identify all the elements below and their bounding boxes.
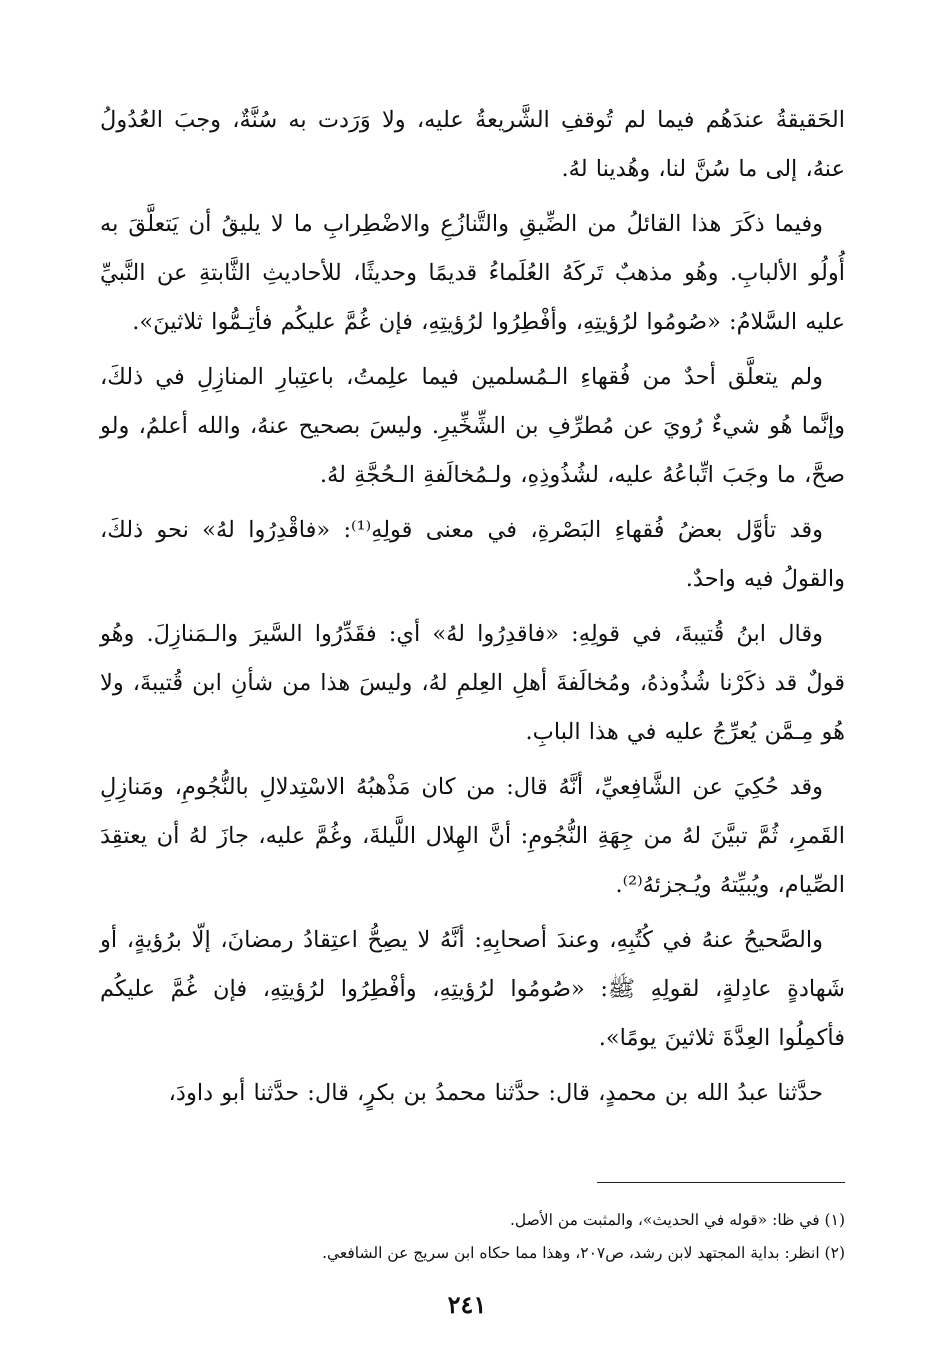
paragraph: الحَقيقةُ عندَهُم فيما لم تُوقفِ الشَّريعةُ عليه، ولا وَرَدت به سُنَّةٌ، وجبَ العُدُولُ عنهُ، إلى ما سُنَّ لنا، وهُدينا لهُ.: [100, 107, 845, 182]
paragraph: والصَّحيحُ عنهُ في كُتُبِهِ، وعندَ أصحابِهِ: أنَّهُ لا يصِحُّ اعتِقادُ رمضانَ، إلّا برُؤيةٍ، أو شَهادةٍ عادِلةٍ، لقولِهِ ﷺ: «صُومُوا لرُؤيتِهِ، وأفْطِرُوا لرُؤيتِهِ، فإن غُمَّ عليكُم فأكمِلُوا العِدَّةَ ثلاثينَ يومًا».: [100, 927, 845, 1051]
paragraph: وقال ابنُ قُتيبةَ، في قولِهِ: «فاقدِرُوا لهُ» أي: فقَدِّرُوا السَّيرَ والـمَنازِلَ. وهُو قولٌ قد ذكَرْنا شُذُوذهُ، ومُخالَفةَ أهلِ العِلمِ لهُ، وليسَ هذا من شأنِ ابن قُتيبةَ، ولا هُو مِـمَّن يُعرِّجُ عليه في هذا البابِ.: [100, 621, 845, 745]
paragraph: وقد تأوَّل بعضُ فُقهاءِ البَصْرةِ، في معنى قولِهِ⁽¹⁾: «فاقْدِرُوا لهُ» نحو ذلكَ، والقولُ فيه واحدٌ.: [100, 517, 845, 592]
paragraph: وقد حُكِيَ عن الشَّافِعيِّ، أنَّهُ قال: من كان مَذْهبُهُ الاسْتِدلالِ بالنُّجُومِ، ومَنازِلِ القَمرِ، ثُمَّ تبيَّنَ لهُ من جِهَةِ النُّجُومِ: أنَّ الهِلال اللَّيلةَ، وغُمَّ عليه، جازَ لهُ أن يعتقِدَ الصِّيام، ويُبيِّتهُ ويُـجزئهُ⁽²⁾.: [100, 774, 845, 898]
page-number: ٢٤١: [447, 1290, 487, 1319]
paragraph: وفيما ذكَرَ هذا القائلُ من الضِّيقِ والتَّنازُعِ والاضْطِرابِ ما لا يليقُ أن يَتعلَّقَ به أُولُو الألبابِ. وهُو مذهبٌ تَركَهُ العُلَماءُ قديمًا وحديثًا، للأحاديثِ الثَّابتةِ عن النَّبيِّ عليه السَّلامُ: «صُومُوا لرُؤيتِهِ، وأفْطِرُوا لرُؤيتِهِ، فإن غُمَّ عليكُم فأتِـمُّوا ثلاثينَ».: [100, 211, 845, 335]
footnote: (١) في ظا: «قوله في الحديث»، والمثبت من الأصل.: [509, 1211, 845, 1229]
paragraph: ولم يتعلَّق أحدٌ من فُقهاءِ الـمُسلمين فيما علِمتُ، باعتِبارِ المنازِلِ في ذلكَ، وإنَّما هُو شيءٌ رُويَ عن مُطرِّفِ بن الشِّخِّيرِ. وليسَ بصحيح عنهُ، والله أعلمُ، ولو صحَّ، ما وجَبَ اتِّباعُهُ عليه، لشُذُوذِهِ، ولـمُخالَفةِ الـحُجَّةِ لهُ.: [100, 364, 845, 488]
paragraph: حدَّثنا عبدُ الله بن محمدٍ، قال: حدَّثنا محمدُ بن بكرٍ، قال: حدَّثنا أبو داودَ،: [168, 1080, 823, 1106]
footnotes: [100, 1204, 845, 1270]
footnote-separator: [597, 1182, 845, 1183]
footnote: (٢) انظر: بداية المجتهد لابن رشد، ص٢٠٧، وهذا مما حكاه ابن سريج عن الشافعي.: [322, 1244, 845, 1262]
main-text: [100, 96, 845, 1124]
